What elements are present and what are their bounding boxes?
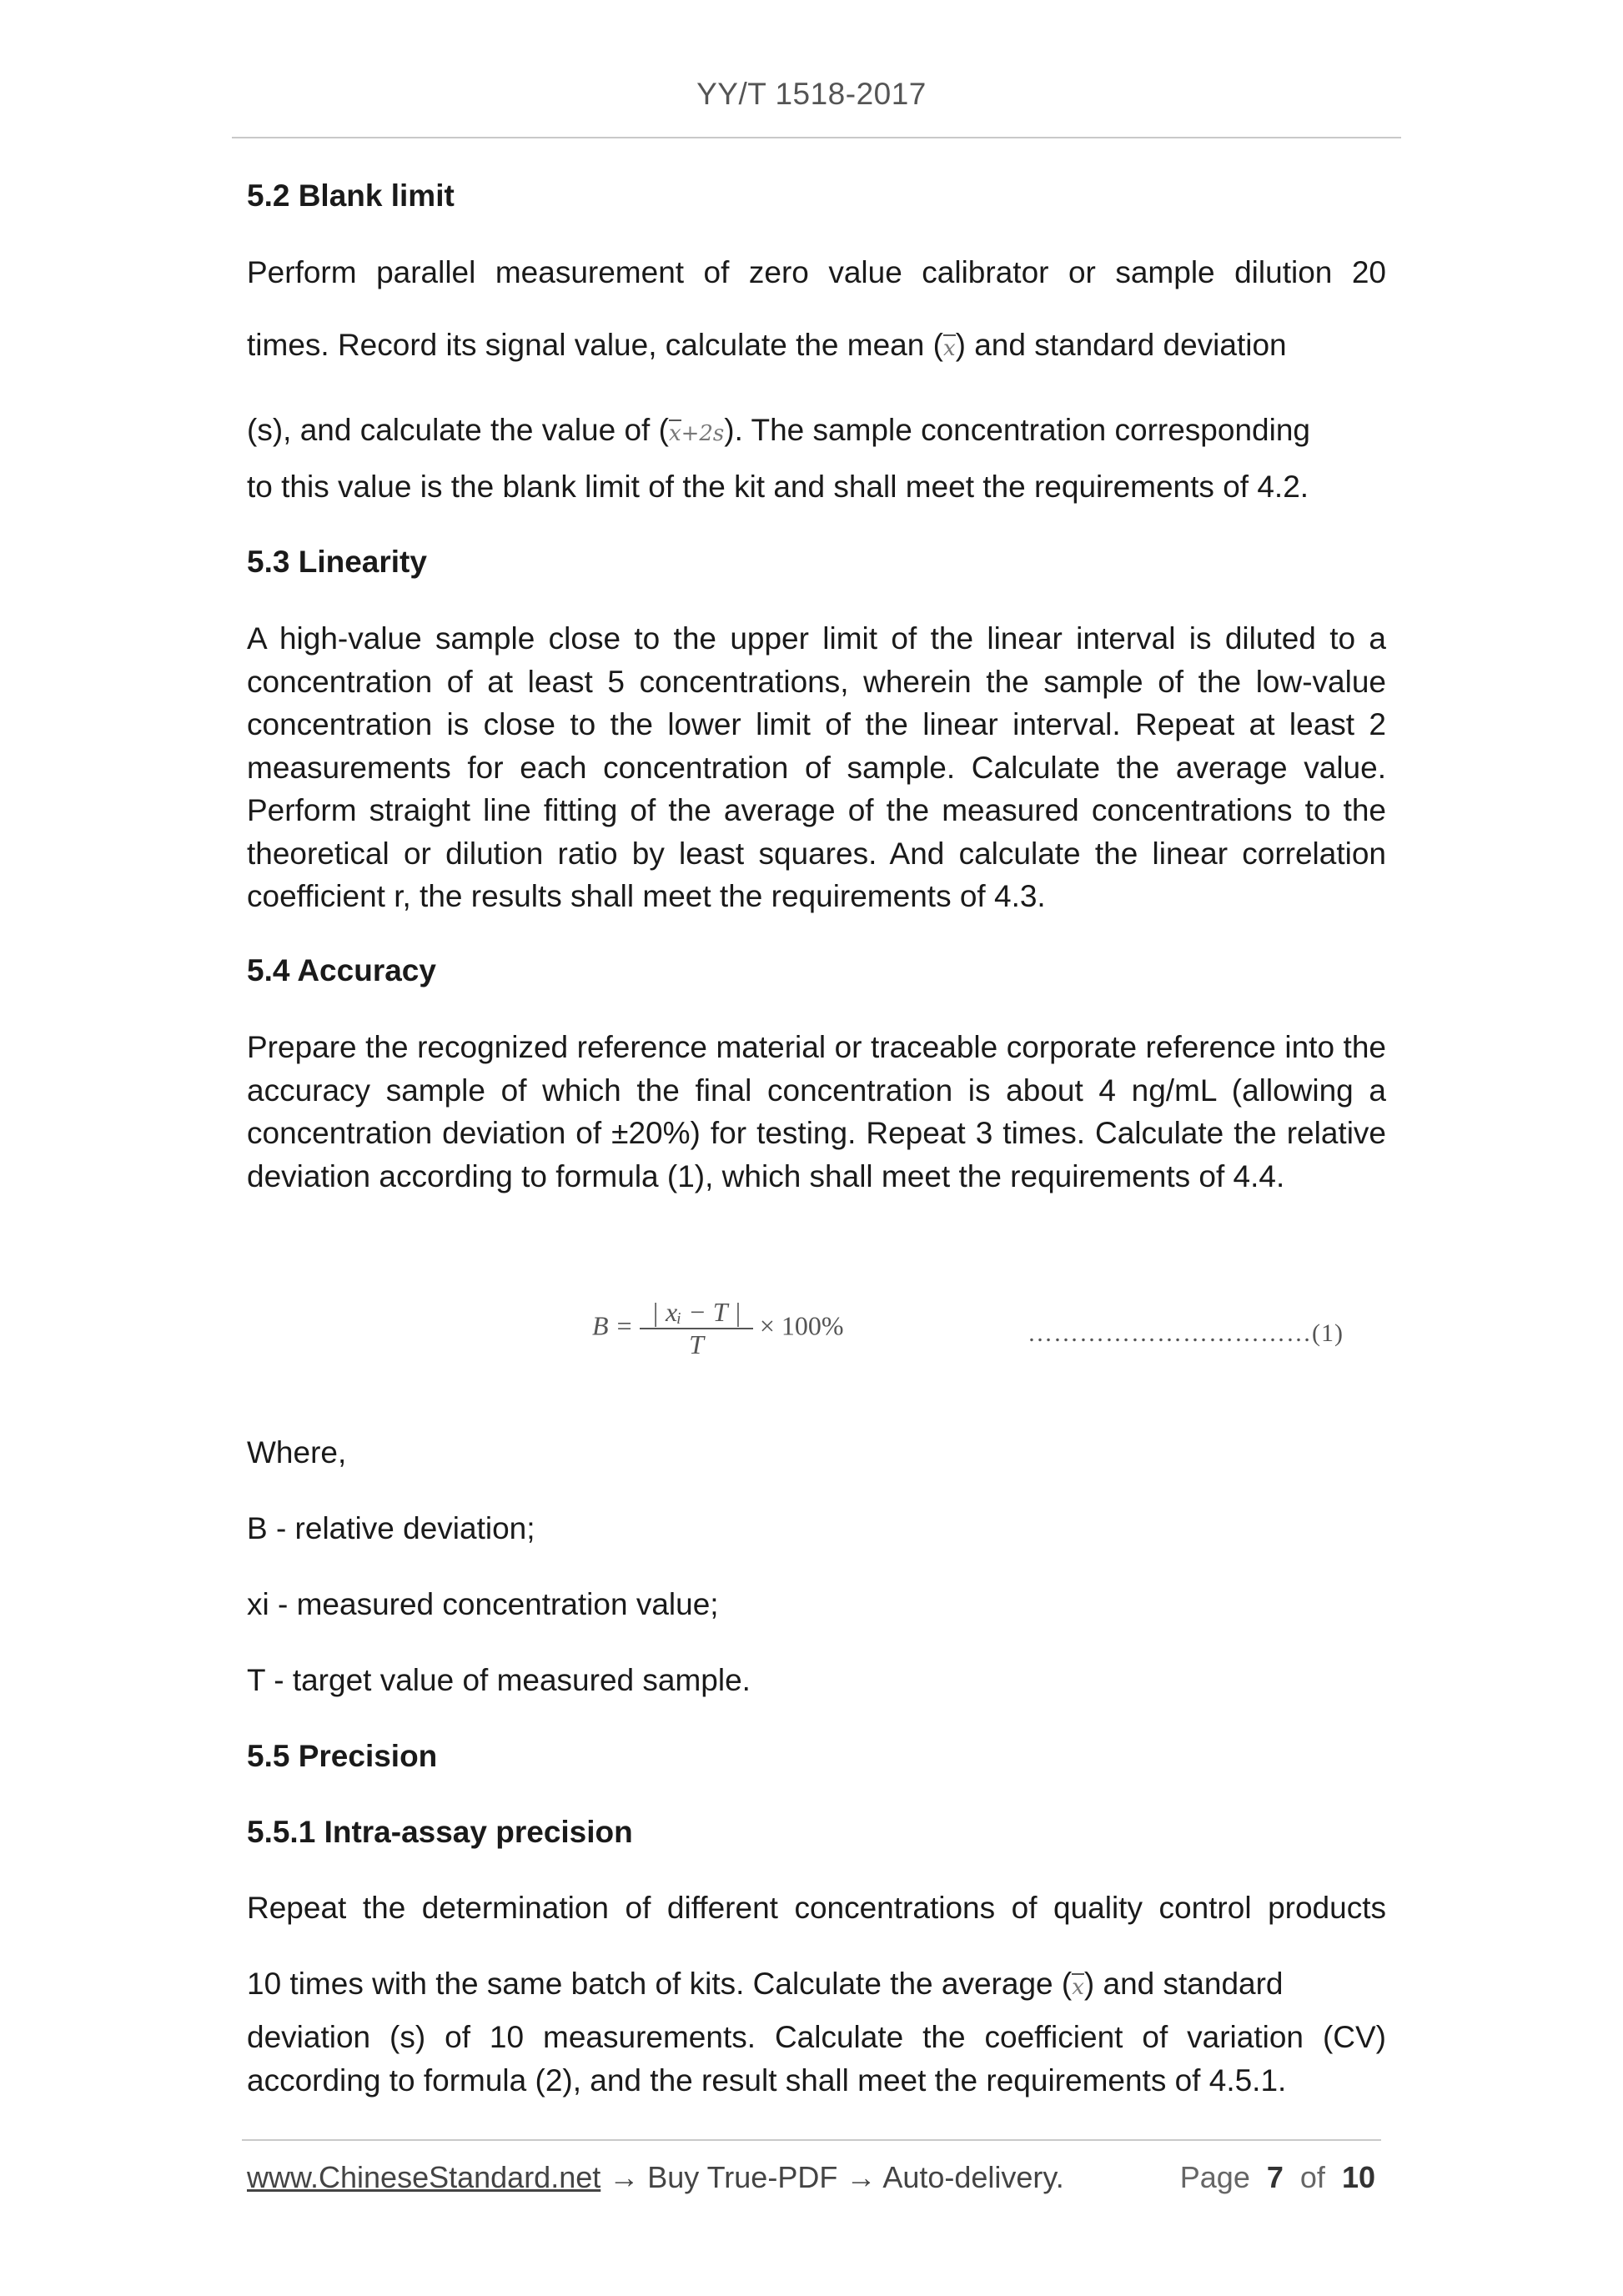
- mean-plus-2s-symbol: x+2s: [668, 421, 725, 446]
- formula-fraction: $\frac{\text{| xᵢ − T |}}{T}$: [640, 1297, 753, 1360]
- section-5-2-line-3: (s), and calculate the value of (x+2s). The sample concentration corresponding: [247, 412, 1386, 452]
- document-header: YY/T 1518-2017: [696, 77, 927, 111]
- where-item-b: B - relative deviation;: [247, 1511, 535, 1545]
- header-divider: [232, 137, 1401, 138]
- mean-symbol: x: [942, 336, 956, 361]
- formula-1: B = $\frac{\text{| xᵢ − T |}}{T}$ × 100%: [592, 1297, 844, 1359]
- section-5-5-1-line-1: Repeat the determination of different concentrations of quality control products: [247, 1891, 1386, 1925]
- line-2-text-a: times. Record its signal value, calculate the mean (x) and standard deviation: [247, 327, 1287, 367]
- where-item-xi: xi - measured concentration value;: [247, 1587, 719, 1621]
- section-5-2-line-1: Perform parallel measurement of zero value calibrator or sample dilution 20: [247, 255, 1386, 289]
- section-5-3-title: 5.3 Linearity: [247, 545, 427, 579]
- section-5-2-line-4: to this value is the blank limit of the kit and shall meet the requirements of 4.2.: [247, 470, 1309, 504]
- footer-promo: www.ChineseStandard.net → Buy True-PDF → Auto-delivery.: [247, 2160, 1064, 2194]
- section-5-5-1-title: 5.5.1 Intra-assay precision: [247, 1815, 633, 1849]
- mean-symbol-2: x: [1072, 1975, 1084, 2000]
- page-indicator: Page 7 of 10: [1179, 2160, 1375, 2194]
- section-5-5-1-line-2: 10 times with the same batch of kits. Calculate the average (x) and standard: [247, 1966, 1386, 2006]
- footer-site-link[interactable]: www.ChineseStandard.net: [247, 2160, 601, 2194]
- section-5-2-line-2: [247, 327, 1386, 367]
- section-5-5-1-body: deviation (s) of 10 measurements. Calculate the coefficient of variation (CV) according to formula (2), and the result shall meet the requirements of 4.5.1.: [247, 2020, 1386, 2098]
- footer-divider: [242, 2139, 1381, 2141]
- where-label: Where,: [247, 1435, 347, 1470]
- where-item-t: T - target value of measured sample.: [247, 1663, 751, 1697]
- section-5-3-body: A high-value sample close to the upper limit of the linear interval is diluted to a concentration of at least 5 concentrations, wherein the sample of the low-value concentration is close to the lower limit of the linear interval. Repeat at least 2 measurements for each concentration of sample. Calculate the average value. Perform straight line fitting of the average of the measured concentrations to the theoretical or dilution ratio by least squares. And calculate the linear correlation coefficient r, the results shall meet the requirements of 4.3.: [247, 621, 1386, 913]
- section-5-5-title: 5.5 Precision: [247, 1739, 438, 1773]
- section-5-4-title: 5.4 Accuracy: [247, 953, 436, 987]
- formula-1-number: ……………………………(1): [1028, 1319, 1344, 1347]
- section-5-4-body: Prepare the recognized reference material or traceable corporate reference into the accuracy sample of which the final concentration is about 4 ng/mL (allowing a concentration deviation of ±20%) for testing. Repeat 3 times. Calculate the relative deviation according to formula (1), which shall meet the requirements of 4.4.: [247, 1030, 1386, 1193]
- section-5-2-title: 5.2 Blank limit: [247, 178, 455, 213]
